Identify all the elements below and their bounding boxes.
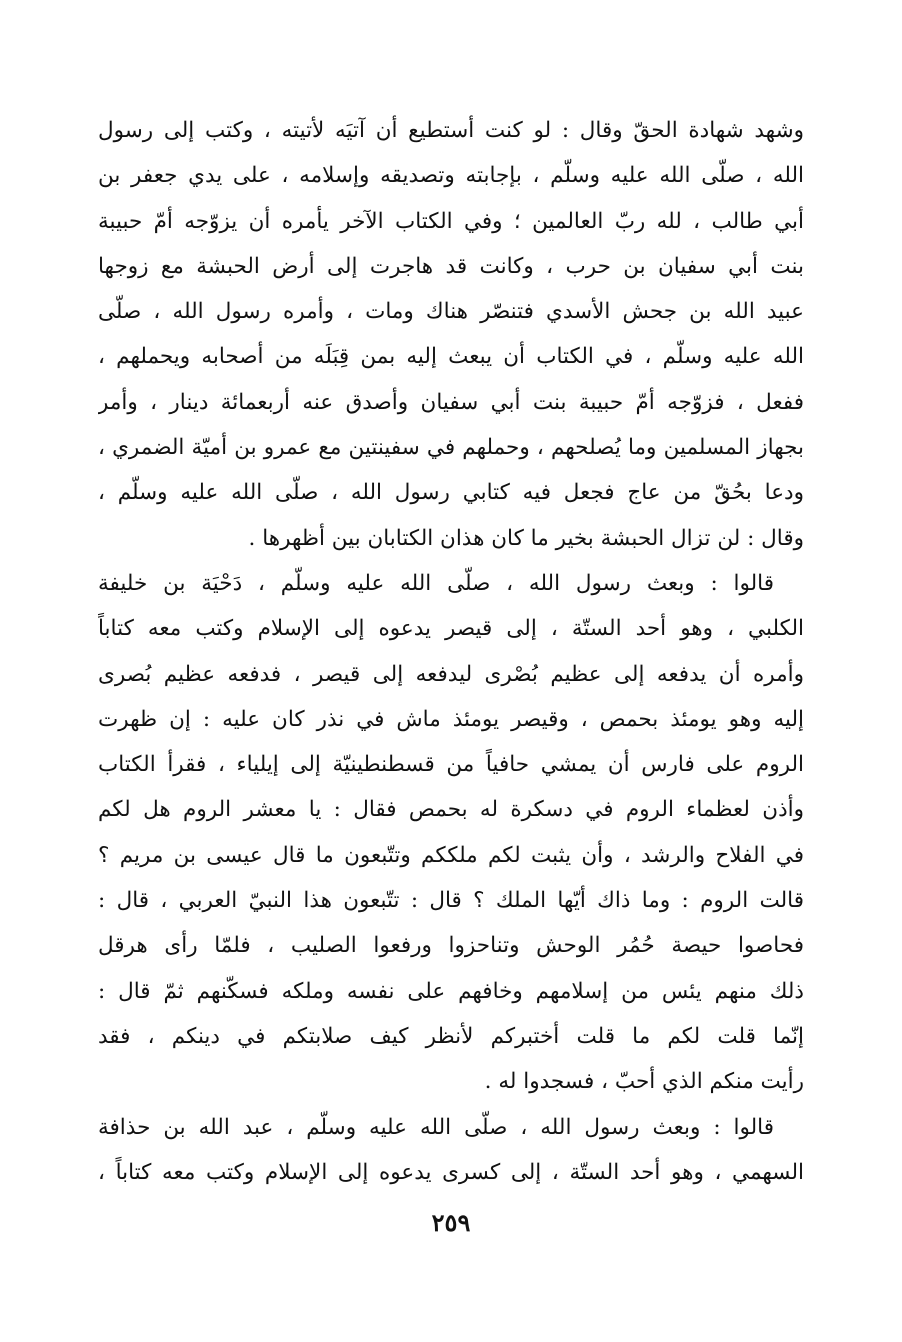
text-line: إنّما قلت لكم ما قلت أختبركم لأنظر كيف صلابتكم في دينكم ، فقد	[98, 1023, 804, 1049]
text-line: الله عليه وسلّم ، في الكتاب أن يبعث إليه بمن قِبَلَه من أصحابه ويحملهم ،	[98, 344, 804, 370]
text-line: بنت أبي سفيان بن حرب ، وكانت قد هاجرت إلى أرض الحبشة مع زوجها	[98, 253, 804, 279]
text-line: قالت الروم : وما ذاك أيّها الملك ؟ قال : تتّبعون هذا النبيّ العربي ، قال :	[98, 888, 804, 914]
text-line: في الفلاح والرشد ، وأن يثبت لكم ملككم وتتّبعون ما قال عيسى بن مريم ؟	[98, 842, 804, 868]
text-line: الكلبي ، وهو أحد الستّة ، إلى قيصر يدعوه إلى الإسلام وكتب معه كتاباً	[98, 616, 804, 642]
text-line: بجهاز المسلمين وما يُصلحهم ، وحملهم في سفينتين مع عمرو بن أميّة الضمري ،	[98, 435, 804, 461]
text-line: وشهد شهادة الحقّ وقال : لو كنت أستطيع أن آتيَه لأتيته ، وكتب إلى رسول	[98, 118, 804, 143]
text-line: ودعا بحُقّ من عاج فجعل فيه كتابي رسول الله ، صلّى الله عليه وسلّم ،	[98, 480, 804, 506]
text-line: قالوا : وبعث رسول الله ، صلّى الله عليه وسلّم ، عبد الله بن حذافة	[98, 1114, 774, 1140]
page-number: ٢٥٩	[431, 1208, 471, 1237]
text-line: وأذن لعظماء الروم في دسكرة له بحمص فقال : يا معشر الروم هل لكم	[98, 797, 804, 823]
text-line: السهمي ، وهو أحد الستّة ، إلى كسرى يدعوه إلى الإسلام وكتب معه كتاباً ،	[98, 1159, 804, 1185]
text-line: وقال : لن تزال الحبشة بخير ما كان هذان الكتابان بين أظهرها .	[248, 525, 804, 551]
text-line: عبيد الله بن جحش الأسدي فتنصّر هناك ومات ، وأمره رسول الله ، صلّى	[98, 299, 804, 325]
text-line: الروم على فارس أن يمشي حافياً من قسطنطينيّة إلى إيلياء ، فقرأ الكتاب	[98, 752, 804, 778]
body-text	[98, 108, 804, 1195]
text-line: أبي طالب ، لله ربّ العالمين ؛ وفي الكتاب الآخر يأمره أن يزوّجه أمّ حبيبة	[98, 208, 804, 234]
text-line: رأيت منكم الذي أحبّ ، فسجدوا له .	[484, 1069, 804, 1095]
text-line: ففعل ، فزوّجه أمّ حبيبة بنت أبي سفيان وأصدق عنه أربعمائة دينار ، وأمر	[98, 389, 804, 415]
text-line: فحاصوا حيصة حُمُر الوحش وتناحزوا ورفعوا الصليب ، فلمّا رأى هرقل	[98, 933, 804, 959]
text-line: ذلك منهم يئس من إسلامهم وخافهم على نفسه وملكه فسكّنهم ثمّ قال :	[98, 978, 804, 1004]
text-line: الله ، صلّى الله عليه وسلّم ، بإجابته وتصديقه وإسلامه ، على يدي جعفر بن	[98, 163, 804, 189]
text-line: قالوا : وبعث رسول الله ، صلّى الله عليه وسلّم ، دَحْيَة بن خليفة	[98, 570, 774, 596]
text-line: وأمره أن يدفعه إلى عظيم بُصْرى ليدفعه إلى قيصر ، فدفعه عظيم بُصرى	[98, 661, 804, 687]
text-line: إليه وهو يومئذ بحمص ، وقيصر يومئذ ماش في نذر كان عليه : إن ظهرت	[98, 706, 804, 732]
